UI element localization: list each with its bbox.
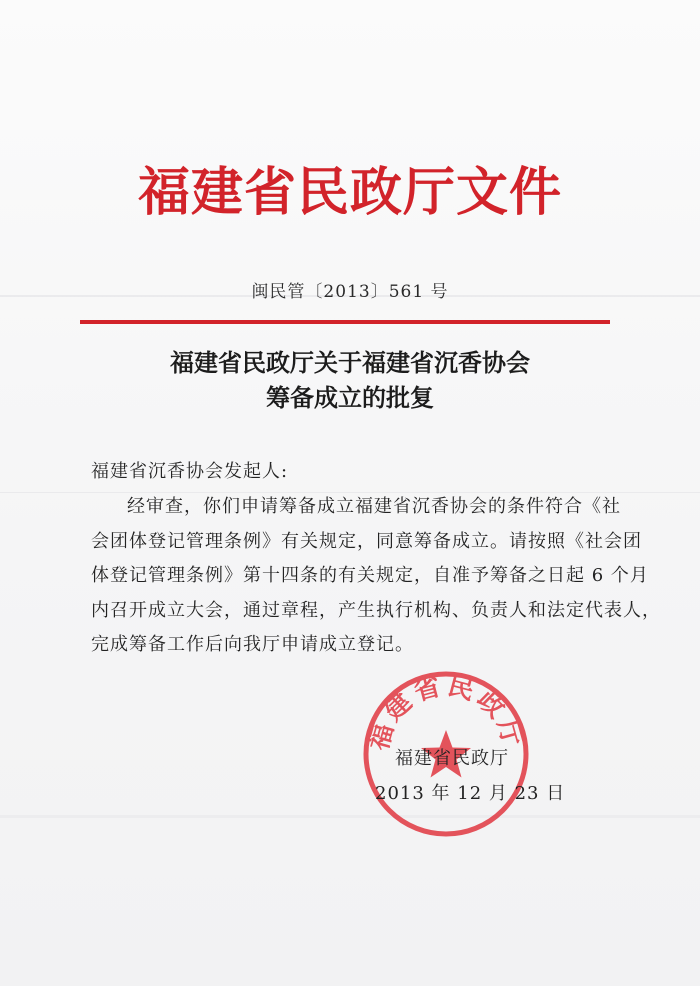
header-divider xyxy=(80,320,610,324)
addressee: 福建省沉香协会发起人: xyxy=(91,461,289,482)
body-text xyxy=(91,490,661,663)
body-line: 会团体登记管理条例》有关规定，同意筹备成立。请按照《社会团 xyxy=(91,530,642,552)
document-title xyxy=(0,345,700,415)
title-line-2: 筹备成立的批复 xyxy=(266,383,434,412)
issuer: 福建省民政厅 xyxy=(395,748,509,769)
body-line: 经审查，你们申请筹备成立福建省沉香协会的条件符合《社 xyxy=(127,496,621,517)
body-line: 体登记管理条例》第十四条的有关规定，自准予筹备之日起 6 个月 xyxy=(91,565,649,586)
issue-date: 2013 年 12 月 23 日 xyxy=(375,783,566,804)
document-number: 闽民管〔2013〕561 号 xyxy=(251,282,449,302)
body-line: 内召开成立大会，通过章程，产生执行机构、负责人和法定代表人， xyxy=(91,599,661,621)
document-header: 福建省民政厅文件 xyxy=(137,162,562,223)
body-line: 完成筹备工作后向我厅申请成立登记。 xyxy=(91,634,414,655)
title-line-1: 福建省民政厅关于福建省沉香协会 xyxy=(170,348,530,377)
seal-text: 福建省民政厅 xyxy=(363,670,529,754)
paper-fold-line xyxy=(0,815,700,818)
